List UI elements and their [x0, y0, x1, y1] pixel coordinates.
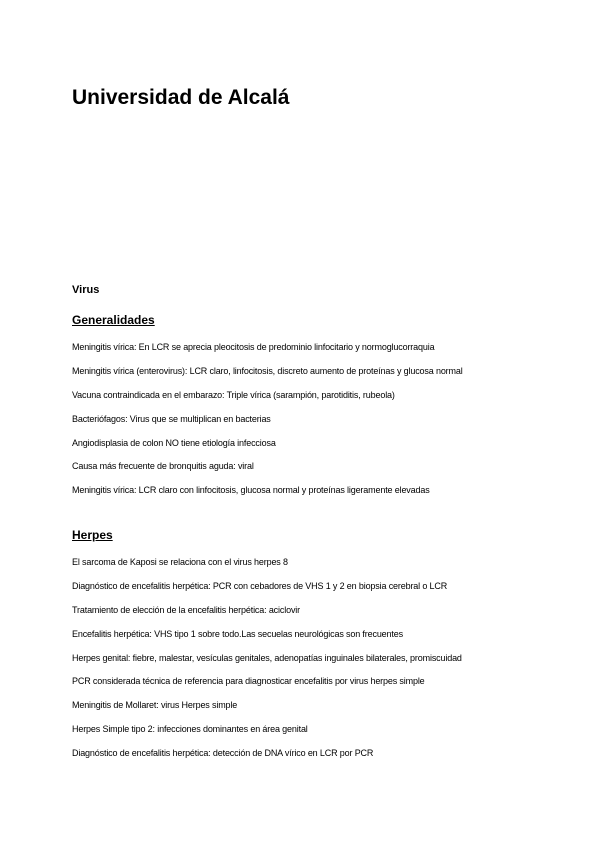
list-item: Causa más frecuente de bronquitis aguda: viral — [72, 461, 254, 472]
herpes-list — [72, 551, 462, 766]
document-title: Universidad de Alcalá — [72, 86, 290, 109]
section-heading-virus: Virus — [72, 284, 100, 296]
list-item: Herpes genital: fiebre, malestar, vesículas genitales, adenopatías inguinales bilaterales, promiscuidad — [72, 652, 462, 663]
list-item: Meningitis vírica: LCR claro con linfocitosis, glucosa normal y proteínas ligeramente elevadas — [72, 485, 430, 496]
subheading-herpes: Herpes — [72, 528, 113, 542]
list-item: Bacteriófagos: Virus que se multiplican en bacterias — [72, 413, 271, 424]
generalidades-list — [72, 336, 463, 503]
subheading-generalidades: Generalidades — [72, 313, 155, 327]
list-item: Meningitis de Mollaret: virus Herpes simple — [72, 700, 238, 711]
list-item: Diagnóstico de encefalitis herpética: PCR con cebadores de VHS 1 y 2 en biopsia cerebral o LCR — [72, 580, 448, 591]
list-item: Herpes Simple tipo 2: infecciones dominantes en área genital — [72, 724, 308, 735]
list-item: Encefalitis herpética: VHS tipo 1 sobre todo.Las secuelas neurológicas son frecuentes — [72, 628, 403, 639]
list-item: Meningitis vírica (enterovirus): LCR claro, linfocitosis, discreto aumento de proteínas y glucosa normal — [72, 365, 463, 376]
list-item: Meningitis vírica: En LCR se aprecia pleocitosis de predominio linfocitario y normoglucorraquia — [72, 342, 435, 352]
list-item: Vacuna contraindicada en el embarazo: Triple vírica (sarampión, parotiditis, rubeola) — [72, 389, 395, 400]
list-item: El sarcoma de Kaposi se relaciona con el virus herpes 8 — [72, 557, 288, 567]
list-item: Angiodisplasia de colon NO tiene etiología infecciosa — [72, 437, 276, 448]
list-item: PCR considerada técnica de referencia para diagnosticar encefalitis por virus herpes simple — [72, 676, 425, 687]
list-item: Tratamiento de elección de la encefalitis herpética: aciclovir — [72, 604, 300, 615]
list-item: Diagnóstico de encefalitis herpética: detección de DNA vírico en LCR por PCR — [72, 748, 374, 759]
